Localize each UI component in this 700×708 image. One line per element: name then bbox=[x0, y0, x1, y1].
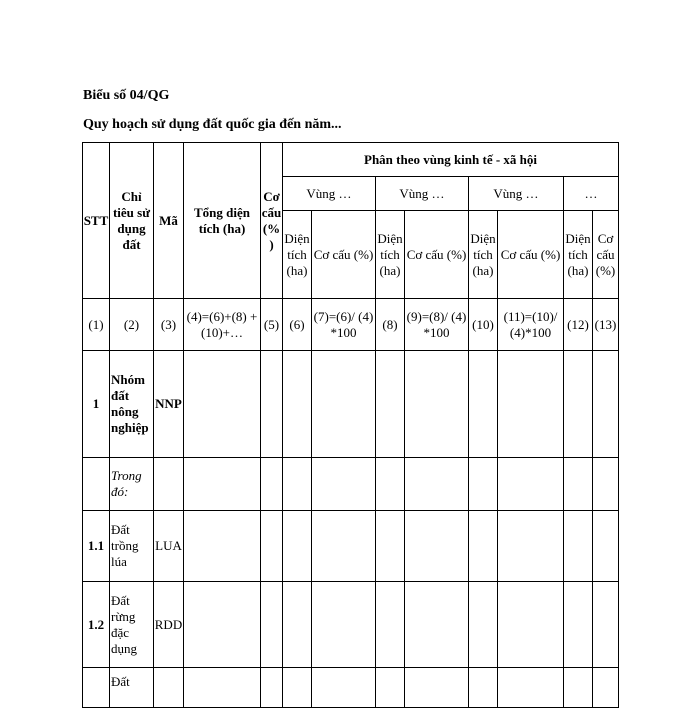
row-stt: 1.1 bbox=[83, 511, 110, 582]
header-structure-sub: Cơ cấu (%) bbox=[593, 211, 619, 299]
table-row bbox=[83, 511, 619, 582]
column-number: (7)=(6)/ (4) *100 bbox=[312, 299, 376, 351]
row-stt bbox=[83, 458, 110, 511]
document-title: Quy hoạch sử dụng đất quốc gia đến năm... bbox=[83, 117, 342, 132]
header-region-1: Vùng … bbox=[283, 177, 376, 211]
column-number: (2) bbox=[110, 299, 154, 351]
header-region-2: Vùng … bbox=[376, 177, 469, 211]
table-row bbox=[83, 458, 619, 511]
header-area-sub: Diện tích (ha) bbox=[283, 211, 312, 299]
column-number: (1) bbox=[83, 299, 110, 351]
table-row bbox=[83, 668, 619, 708]
header-structure-sub: Cơ cấu (%) bbox=[405, 211, 469, 299]
header-indicator: Chỉ tiêu sử dụng đất bbox=[110, 143, 154, 299]
header-region-3: Vùng … bbox=[469, 177, 564, 211]
land-use-table bbox=[82, 142, 619, 708]
row-name: Đất rừng đặc dụng bbox=[110, 582, 154, 668]
row-code: RDD bbox=[154, 582, 184, 668]
header-area-sub: Diện tích (ha) bbox=[469, 211, 498, 299]
row-code: LUA bbox=[154, 511, 184, 582]
column-number: (11)=(10)/ (4)*100 bbox=[498, 299, 564, 351]
header-structure-sub: Cơ cấu (%) bbox=[498, 211, 564, 299]
column-number: (8) bbox=[376, 299, 405, 351]
row-name: Nhóm đất nông nghiệp bbox=[110, 351, 154, 458]
header-area-sub: Diện tích (ha) bbox=[564, 211, 593, 299]
column-number: (13) bbox=[593, 299, 619, 351]
header-code: Mã bbox=[154, 143, 184, 299]
column-number: (5) bbox=[261, 299, 283, 351]
row-name: Đất trồng lúa bbox=[110, 511, 154, 582]
row-name: Trong đó: bbox=[110, 458, 154, 511]
column-number: (10) bbox=[469, 299, 498, 351]
column-number: (3) bbox=[154, 299, 184, 351]
row-name: Đất bbox=[110, 668, 154, 708]
column-number: (9)=(8)/ (4) *100 bbox=[405, 299, 469, 351]
header-stt: STT bbox=[83, 143, 110, 299]
header-area-sub: Diện tích (ha) bbox=[376, 211, 405, 299]
row-stt bbox=[83, 668, 110, 708]
header-structure: Cơ cấu (%) bbox=[261, 143, 283, 299]
table-row bbox=[83, 582, 619, 668]
header-total-area: Tổng diện tích (ha) bbox=[184, 143, 261, 299]
column-number: (6) bbox=[283, 299, 312, 351]
header-structure-sub: Cơ cấu (%) bbox=[312, 211, 376, 299]
row-code bbox=[154, 458, 184, 511]
header-region-more: … bbox=[564, 177, 619, 211]
form-code: Biểu số 04/QG bbox=[83, 88, 170, 103]
table-row bbox=[83, 351, 619, 458]
header-region-group: Phân theo vùng kinh tế - xã hội bbox=[283, 143, 619, 177]
row-stt: 1.2 bbox=[83, 582, 110, 668]
column-number: (4)=(6)+(8) + (10)+… bbox=[184, 299, 261, 351]
column-number: (12) bbox=[564, 299, 593, 351]
row-stt: 1 bbox=[83, 351, 110, 458]
row-code bbox=[154, 668, 184, 708]
row-code: NNP bbox=[154, 351, 184, 458]
